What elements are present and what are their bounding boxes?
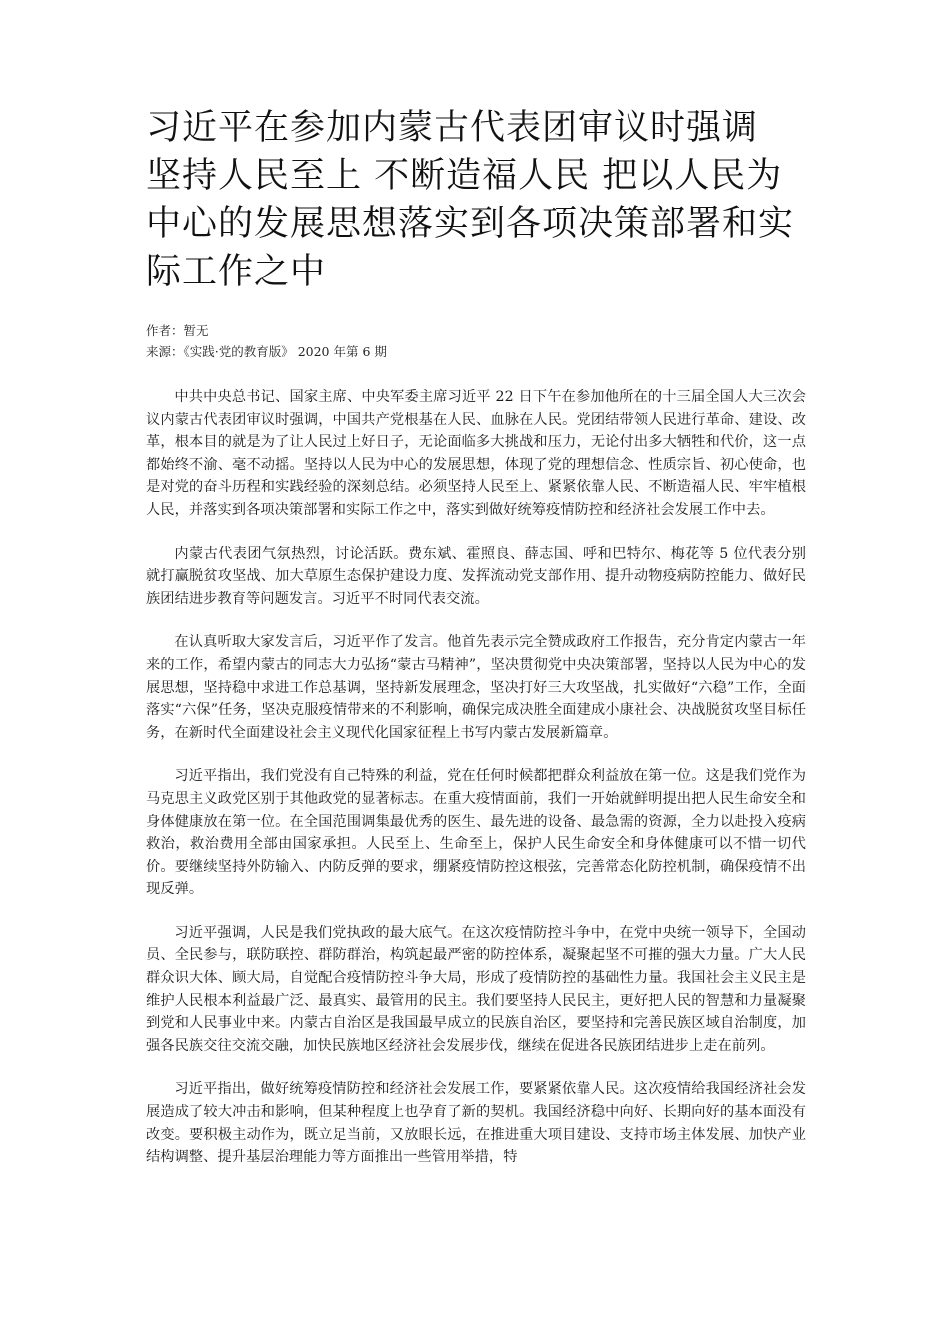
article-source: 来源：《实践·党的教育版》 2020 年第 6 期 (146, 344, 387, 359)
article-paragraph: 中共中央总书记、国家主席、中央军委主席习近平 22 日下午在参加他所在的十三届全国人大三次会议内蒙古代表团审议时强调，中国共产党根基在人民、血脉在人民。党团结带领人民进行革命、建设、改革，根本目的就是为了让人民过上好日子，无论面临多大挑战和压力，无论付出多大牺牲和代价，这一点都始终不渝、毫不动摇。坚持以人民为中心的发展思想，体现了党的理想信念、性质宗旨、初心使命，也是对党的奋斗历程和实践经验的深刻总结。必须坚持人民至上、紧紧依靠人民、不断造福人民、牢牢植根人民，并落实到各项决策部署和实际工作之中，落实到做好统筹疫情防控和经济社会发展工作中去。 (146, 389, 806, 518)
article-page (146, 104, 806, 1190)
article-body (146, 386, 806, 1169)
article-meta (146, 320, 806, 362)
article-paragraph: 习近平指出，做好统筹疫情防控和经济社会发展工作，要紧紧依靠人民。这次疫情给我国经济社会发展造成了较大冲击和影响，但某种程度上也孕育了新的契机。我国经济稳中向好、长期向好的基本面没有改变。要积极主动作为，既立足当前，又放眼长远，在推进重大项目建设、支持市场主体发展、加快产业结构调整、提升基层治理能力等方面推出一些管用举措，特 (146, 1081, 806, 1166)
article-title-line: 际工作之中 (146, 252, 327, 292)
article-paragraph: 在认真听取大家发言后，习近平作了发言。他首先表示完全赞成政府工作报告，充分肯定内蒙古一年来的工作，希望内蒙古的同志大力弘扬“蒙古马精神”，坚决贯彻党中央决策部署，坚持以人民为中心的发展思想，坚持稳中求进工作总基调，坚持新发展理念，坚决打好三大攻坚战，扎实做好“六稳”工作，全面落实“六保”任务，坚决克服疫情带来的不利影响，确保完成决胜全面建成小康社会、决战脱贫攻坚目标任务，在新时代全面建设社会主义现代化国家征程上书写内蒙古发展新篇章。 (146, 634, 806, 741)
article-paragraph: 习近平强调，人民是我们党执政的最大底气。在这次疫情防控斗争中，在党中央统一领导下，全国动员、全民参与，联防联控、群防群治，构筑起最严密的防控体系，凝聚起坚不可摧的强大力量。广大人民群众识大体、顾大局，自觉配合疫情防控斗争大局，形成了疫情防控的基础性力量。我国社会主义民主是维护人民根本利益最广泛、最真实、最管用的民主。我们要坚持人民民主，更好把人民的智慧和力量凝聚到党和人民事业中来。内蒙古自治区是我国最早成立的民族自治区，要坚持和完善民族区域自治制度，加强各民族交往交流交融，加快民族地区经济社会发展步伐，继续在促进各民族团结进步上走在前列。 (146, 924, 806, 1054)
article-author: 作者：暂无 (146, 323, 209, 338)
article-title-line: 习近平在参加内蒙古代表团审议时强调 (146, 108, 759, 148)
article-paragraph: 内蒙古代表团气氛热烈，讨论活跃。费东斌、霍照良、薛志国、呼和巴特尔、梅花等 5 位代表分别就打赢脱贫攻坚战、加大草原生态保护建设力度、发挥流动党支部作用、提升动物疫病防控能力、做好民族团结进步教育等问题发言。习近平不时同代表交流。 (146, 545, 806, 607)
article-title (146, 104, 796, 296)
article-title-line: 坚持人民至上 不断造福人民 把以人民为 (146, 156, 783, 196)
article-title-line: 中心的发展思想落实到各项决策部署和实 (146, 204, 795, 244)
article-paragraph: 习近平指出，我们党没有自己特殊的利益，党在任何时候都把群众利益放在第一位。这是我们党作为马克思主义政党区别于其他政党的显著标志。在重大疫情面前，我们一开始就鲜明提出把人民生命安全和身体健康放在第一位。在全国范围调集最优秀的医生、最先进的设备、最急需的资源，全力以赴投入疫病救治，救治费用全部由国家承担。人民至上、生命至上，保护人民生命安全和身体健康可以不惜一切代价。要继续坚持外防输入、内防反弹的要求，绷紧疫情防控这根弦，完善常态化防控机制，确保疫情不出现反弹。 (146, 768, 806, 898)
